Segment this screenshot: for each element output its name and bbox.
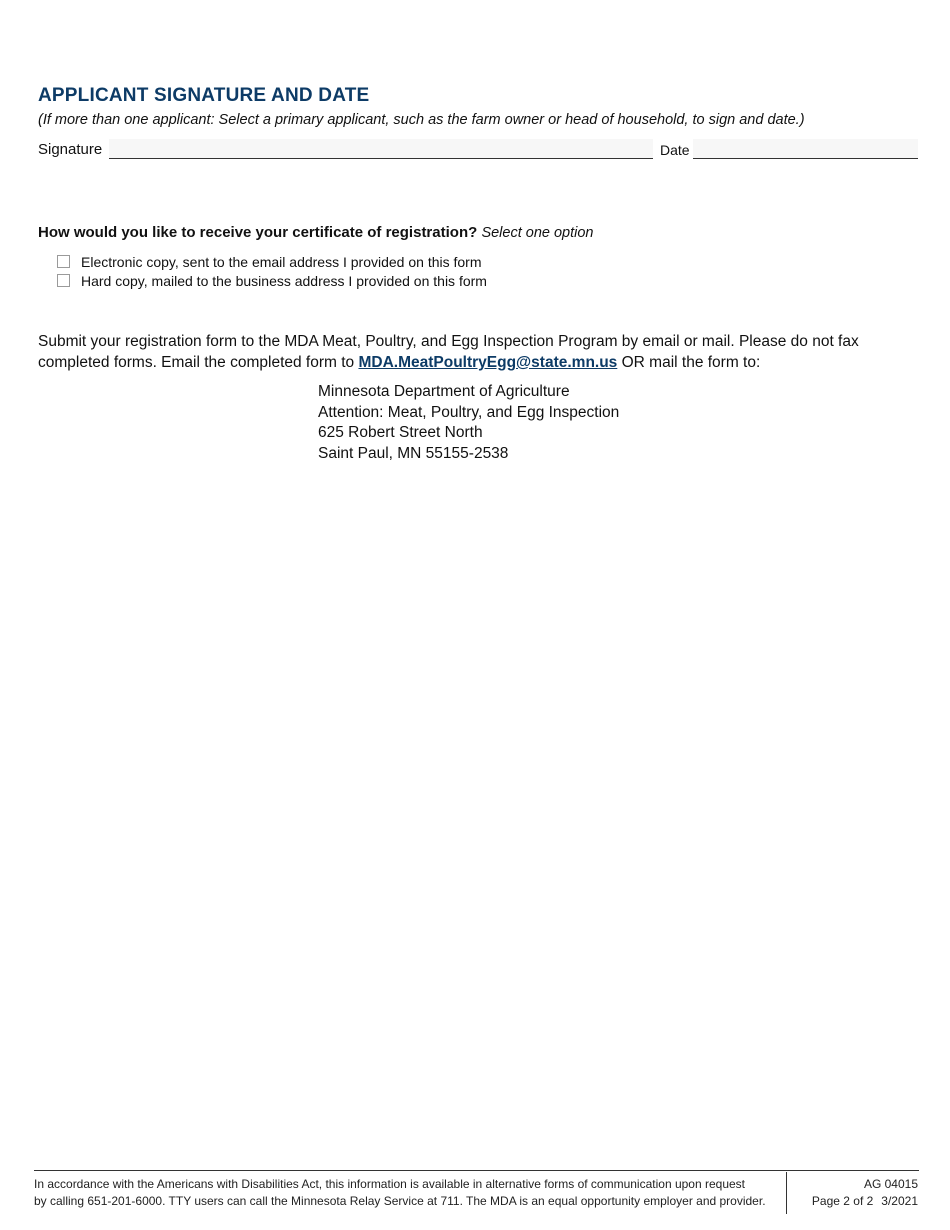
certificate-options (57, 252, 487, 290)
option-hard-copy[interactable] (57, 271, 487, 290)
ada-line-1: In accordance with the Americans with Disabilities Act, this information is available in alternative forms of communication upon request (34, 1177, 746, 1191)
option-electronic-copy[interactable] (57, 252, 487, 271)
submission-instructions (38, 331, 908, 373)
option-label: Hard copy, mailed to the business address I provided on this form (81, 272, 487, 289)
address-line-3: 625 Robert Street North (318, 424, 483, 442)
electronic-copy-checkbox[interactable] (57, 255, 70, 268)
email-link[interactable]: MDA.MeatPoultryEgg@state.mn.us (358, 354, 618, 371)
section-title: APPLICANT SIGNATURE AND DATE (38, 85, 370, 106)
certificate-question (38, 224, 594, 241)
question-hint: Select one option (481, 225, 594, 241)
submission-text-after: OR mail the form to: (617, 354, 761, 371)
signature-label: Signature (38, 141, 103, 158)
signature-field[interactable] (109, 139, 653, 159)
mailing-address (318, 382, 619, 465)
footer-rule (34, 1170, 919, 1171)
address-line-2: Attention: Meat, Poultry, and Egg Inspection (318, 403, 620, 421)
hard-copy-checkbox[interactable] (57, 274, 70, 287)
address-line-1: Minnesota Department of Agriculture (318, 383, 570, 400)
option-label: Electronic copy, sent to the email address I provided on this form (81, 253, 482, 270)
page-number: Page 2 of 2 (811, 1194, 874, 1208)
signature-row (38, 139, 918, 161)
form-number: AG 04015 (863, 1177, 918, 1191)
date-field[interactable] (693, 139, 918, 159)
ada-line-2: by calling 651-201-6000. TTY users can call the Minnesota Relay Service at 711. The MDA is an equal opportunity employer and provider. (34, 1194, 766, 1208)
revision-date: 3/2021 (881, 1194, 918, 1208)
form-info (812, 1176, 918, 1210)
address-line-4: Saint Paul, MN 55155-2538 (318, 445, 509, 463)
ada-statement (34, 1176, 774, 1210)
section-note: (If more than one applicant: Select a primary applicant, such as the farm owner or head of household, to sign and date.) (38, 112, 805, 128)
date-label: Date (660, 142, 690, 158)
submission-text-before: Submit your registration form to the MDA Meat, Poultry, and Egg Inspection Program by email or mail. Please do not fax completed forms. Email the completed form to (38, 333, 859, 371)
footer-divider (786, 1172, 787, 1214)
question-text: How would you like to receive your certificate of registration? (38, 224, 478, 241)
